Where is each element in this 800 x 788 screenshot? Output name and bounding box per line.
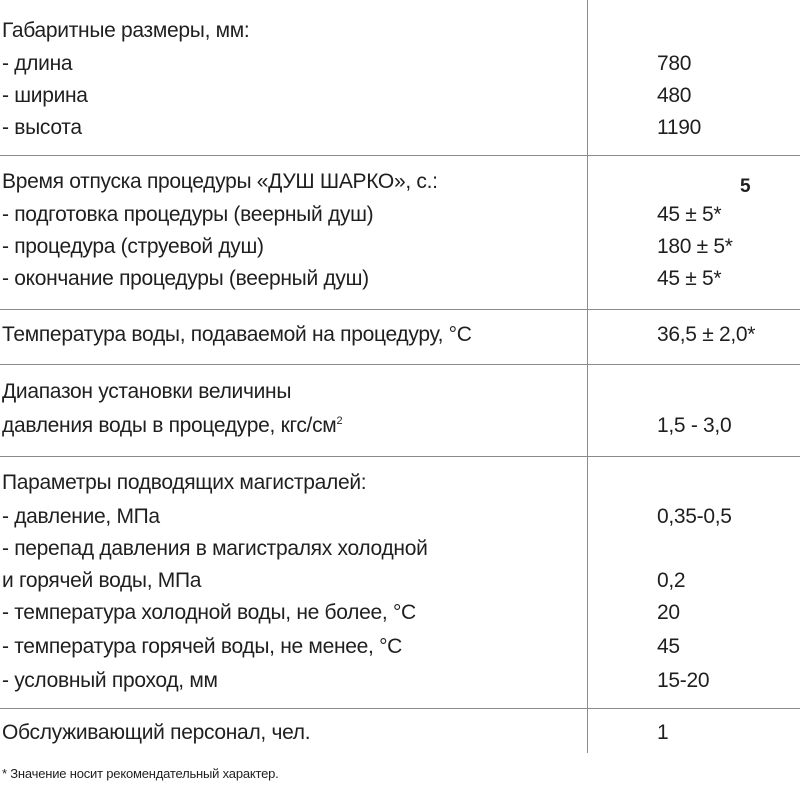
row-value: 20 xyxy=(657,601,680,624)
row-value: 0,35-0,5 xyxy=(657,505,732,528)
row-label: - давление, МПа xyxy=(2,505,160,528)
row-value: 1,5 - 3,0 xyxy=(657,414,732,437)
row-label: и горячей воды, МПа xyxy=(2,569,202,592)
row-label: Температура воды, подаваемой на процедуру, °С xyxy=(2,323,472,346)
row-label: - температура горячей воды, не менее, °С xyxy=(2,635,403,658)
row-value: 180 ± 5* xyxy=(657,235,733,258)
row-value: 36,5 ± 2,0* xyxy=(657,323,756,346)
row-label: Диапазон установки величины xyxy=(2,380,292,403)
row-label: - длина xyxy=(2,52,73,75)
row-value: 45 xyxy=(657,635,680,658)
row-label-with-superscript xyxy=(2,414,342,438)
superscript: 2 xyxy=(336,415,343,427)
row-label: - перепад давления в магистралях холодной xyxy=(2,537,428,560)
row-label: - ширина xyxy=(2,84,88,107)
column-divider xyxy=(587,0,588,753)
row-label: - окончание процедуры (веерный душ) xyxy=(2,267,369,290)
row-value: 15-20 xyxy=(657,669,710,692)
row-value: 1190 xyxy=(657,116,701,139)
row-label: Параметры подводящих магистралей: xyxy=(2,471,367,494)
row-value: 780 xyxy=(657,52,692,75)
row-divider xyxy=(0,456,800,457)
row-label: - подготовка процедуры (веерный душ) xyxy=(2,203,374,226)
row-label: Обслуживающий персонал, чел. xyxy=(2,721,311,744)
row-label: - условный проход, мм xyxy=(2,669,218,692)
footnote: * Значение носит рекомендательный характер. xyxy=(2,766,279,781)
row-divider xyxy=(0,708,800,709)
row-value: 480 xyxy=(657,84,692,107)
row-label: Время отпуска процедуры «ДУШ ШАРКО», с.: xyxy=(2,170,438,193)
row-divider xyxy=(0,364,800,365)
row-value: 0,2 xyxy=(657,569,686,592)
row-label: - процедура (струевой душ) xyxy=(2,235,264,258)
row-label: - температура холодной воды, не более, °С xyxy=(2,601,416,624)
page-number: 5 xyxy=(740,176,751,197)
row-value: 1 xyxy=(657,721,669,744)
row-label: давления воды в процедуре, кгс/см xyxy=(2,414,337,437)
row-value: 45 ± 5* xyxy=(657,267,722,290)
row-value: 45 ± 5* xyxy=(657,203,722,226)
row-divider xyxy=(0,155,800,156)
row-divider xyxy=(0,309,800,310)
row-label: - высота xyxy=(2,116,82,139)
row-label: Габаритные размеры, мм: xyxy=(2,19,250,42)
